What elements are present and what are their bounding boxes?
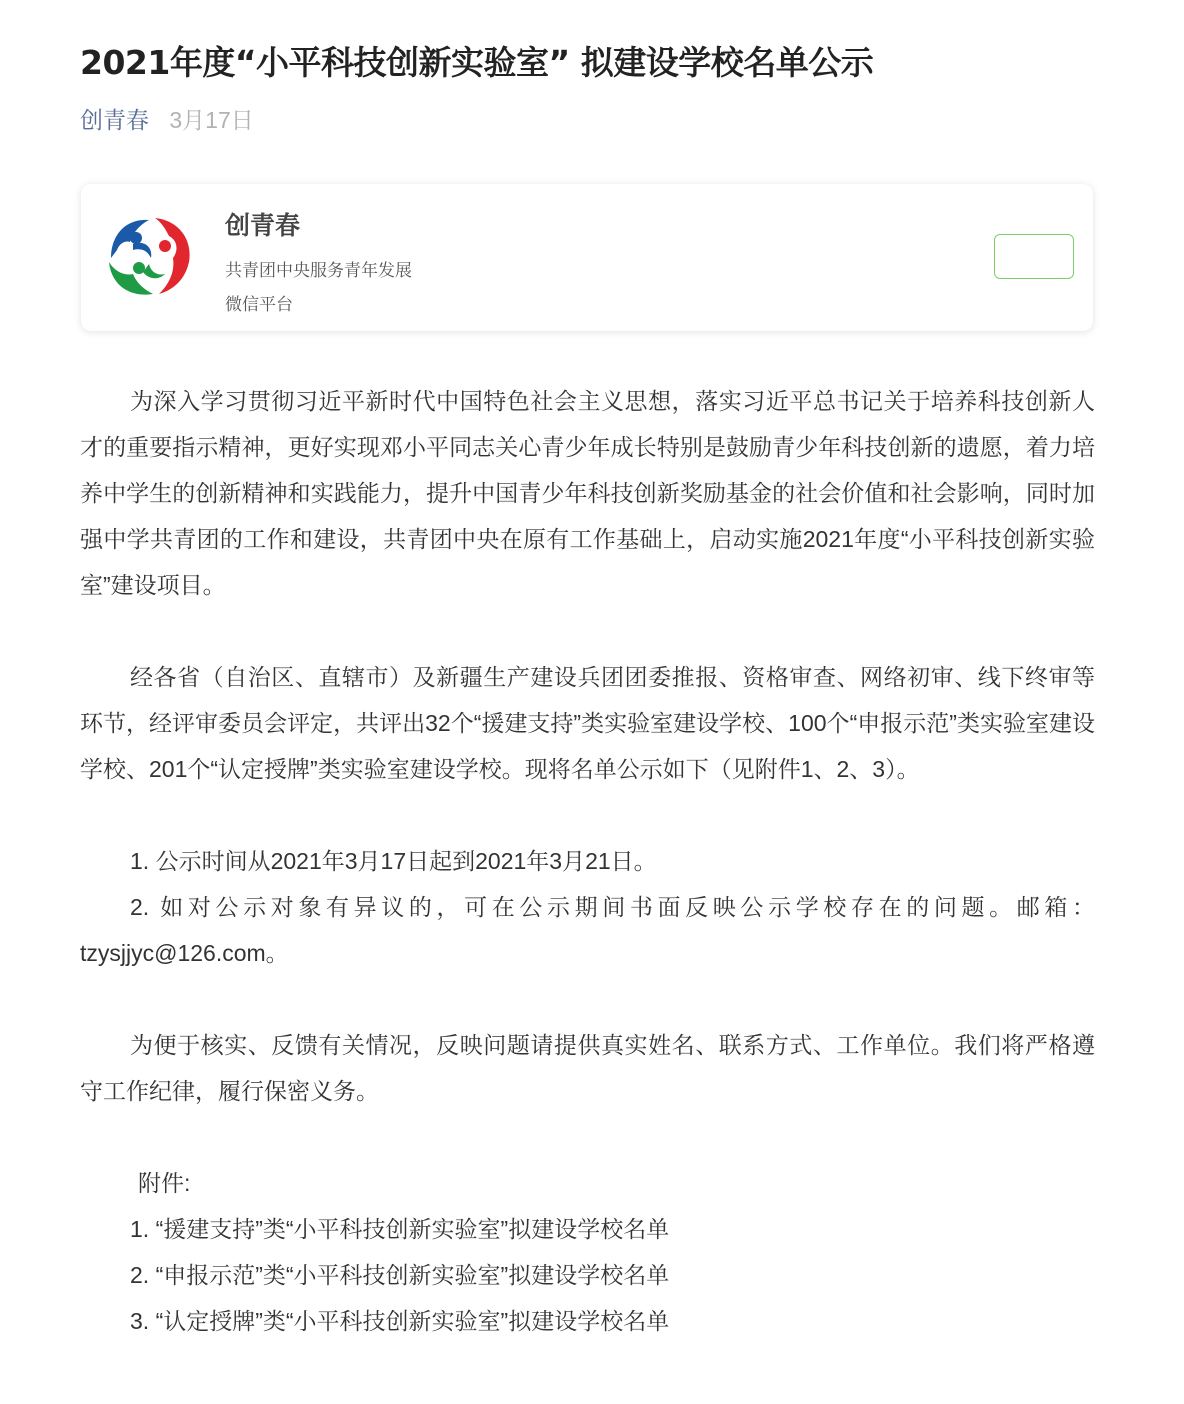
account-name: 创青春: [225, 212, 301, 240]
publish-date: 3月17日: [169, 107, 254, 133]
attachments-label: 附件:: [138, 1170, 191, 1196]
article-meta: [80, 104, 254, 136]
attachment-item[interactable]: 2. “申报示范”类“小平科技创新实验室”拟建设学校名单: [130, 1262, 670, 1288]
account-description-line: 微信平台: [225, 295, 293, 314]
account-card[interactable]: [81, 184, 1093, 331]
paragraph-gap: [80, 976, 1095, 1022]
article-body: [80, 378, 1095, 1344]
attachment-item[interactable]: 1. “援建支持”类“小平科技创新实验室”拟建设学校名单: [130, 1216, 670, 1242]
paragraph-gap: [80, 608, 1095, 654]
article-title: 2021年度“小平科技创新实验室” 拟建设学校名单公示: [80, 43, 874, 82]
account-description-line: 共青团中央服务青年发展: [225, 261, 412, 280]
account-description: [225, 254, 412, 322]
body-paragraph: 为便于核实、反馈有关情况，反映问题请提供真实姓名、联系方式、工作单位。我们将严格遵守工作纪律，履行保密义务。: [80, 1032, 1095, 1104]
paragraph-gap: [80, 1114, 1095, 1160]
notice-item: 1. 公示时间从2021年3月17日起到2021年3月21日。: [130, 848, 657, 874]
attachment-item[interactable]: 3. “认定授牌”类“小平科技创新实验室”拟建设学校名单: [130, 1308, 670, 1334]
chuangqingchun-logo-icon: [103, 210, 195, 300]
notice-item: 2. 如对公示对象有异议的，可在公示期间书面反映公示学校存在的问题。邮箱：tzysjjyc@126.com。: [80, 894, 1095, 966]
author-link[interactable]: 创青春: [80, 107, 149, 133]
paragraph-gap: [80, 792, 1095, 838]
body-paragraph: 为深入学习贯彻习近平新时代中国特色社会主义思想，落实习近平总书记关于培养科技创新人才的重要指示精神，更好实现邓小平同志关心青少年成长特别是鼓励青少年科技创新的遗愿，着力培养中学生的创新精神和实践能力，提升中国青少年科技创新奖励基金的社会价值和社会影响，同时加强中学共青团的工作和建设，共青团中央在原有工作基础上，启动实施2021年度“小平科技创新实验室”建设项目。: [80, 388, 1095, 598]
body-paragraph: 经各省（自治区、直辖市）及新疆生产建设兵团团委推报、资格审查、网络初审、线下终审等环节，经评审委员会评定，共评出32个“援建支持”类实验室建设学校、100个“申报示范”类实验室建设学校、201个“认定授牌”类实验室建设学校。现将名单公示如下（见附件1、2、3）。: [80, 664, 1095, 782]
follow-button[interactable]: [994, 234, 1074, 279]
